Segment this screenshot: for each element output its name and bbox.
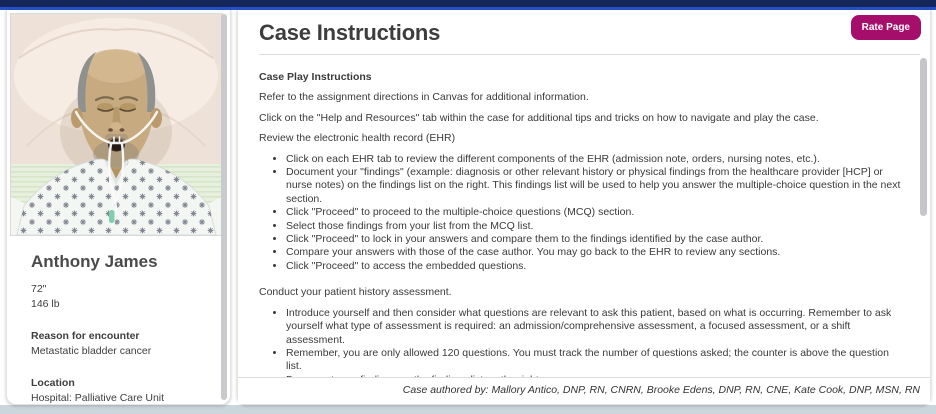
footer-bar [238,377,930,404]
patient-panel [6,10,231,405]
header-divider [259,54,920,55]
reason-label: Reason for encounter [31,330,140,342]
location-label: Location [31,377,75,389]
location-value: Hospital: Palliative Care Unit [31,392,165,404]
instruction-item: • Compare your answers with those of the case author. You may go back to the EHR to review any sections. [286,246,905,259]
top-accent-bar [0,0,936,10]
instruction-blocks[interactable] [259,62,905,378]
instruction-paragraph: Click on the "Help and Resources" tab within the case for additional tips and tricks on how to navigate and play the case. [259,111,819,124]
page-bottom-strip [0,405,936,414]
instruction-item: • Click "Proceed" to access the embedded questions. [286,260,905,273]
case-instructions-panel [237,10,931,405]
rate-page-button[interactable]: Rate Page [851,15,921,40]
instruction-item: • Click on each EHR tab to review the different components of the EHR (admission note, orders, nursing notes, etc.). [286,153,905,166]
instruction-paragraph: Review the electronic health record (EHR) [259,132,456,145]
page-title: Case Instructions [259,20,441,45]
main-scrollbar[interactable] [920,58,927,216]
instruction-item: • Click "Proceed" to proceed to the multiple-choice questions (MCQ) section. [286,206,905,219]
reason-value: Metastatic bladder cancer [31,345,152,357]
instruction-paragraph: Conduct your patient history assessment. [259,286,452,299]
case-authors: Case authored by: Mallory Antico, DNP, RN, CNRN, Brooke Edens, DNP, RN, CNE, Kate Cook, DNP, MSN, RN [402,384,920,396]
patient-photo-frame [10,13,223,236]
instruction-list [259,153,905,274]
section-heading: Case Play Instructions [259,71,372,83]
instruction-item: • Introduce yourself and then consider what questions are relevant to ask this patient, based on what is occurring. Remember to ask yourself what type of assessment is required: an admission/comprehensive assessment, a focused assessment, or a shift assessment. [286,307,905,347]
patient-info [31,252,200,406]
instruction-list [259,307,905,387]
patient-name: Anthony James [31,252,158,271]
instruction-item: • Select those findings from your list from the MCQ list. [286,220,905,233]
instruction-paragraph: Refer to the assignment directions in Canvas for additional information. [259,91,589,104]
sidebar-scrollbar[interactable] [221,14,227,400]
instruction-item: • Document your "findings" (example: diagnosis or other relevant history or physical findings from the healthcare provider [HCP] or nurse notes) on the findings list on the right. This findings list will be used to help you answer the multiple-choice question in the next section. [286,166,905,206]
patient-photo [11,14,222,235]
instruction-item: • Click "Proceed" to lock in your answers and compare them to the findings identified by the case author. [286,233,905,246]
instruction-item: • Remember, you are only allowed 120 questions. You must track the number of questions asked; the counter is above the question list. [286,347,905,374]
patient-height: 72" [31,283,47,295]
patient-weight: 146 lb [31,298,60,310]
